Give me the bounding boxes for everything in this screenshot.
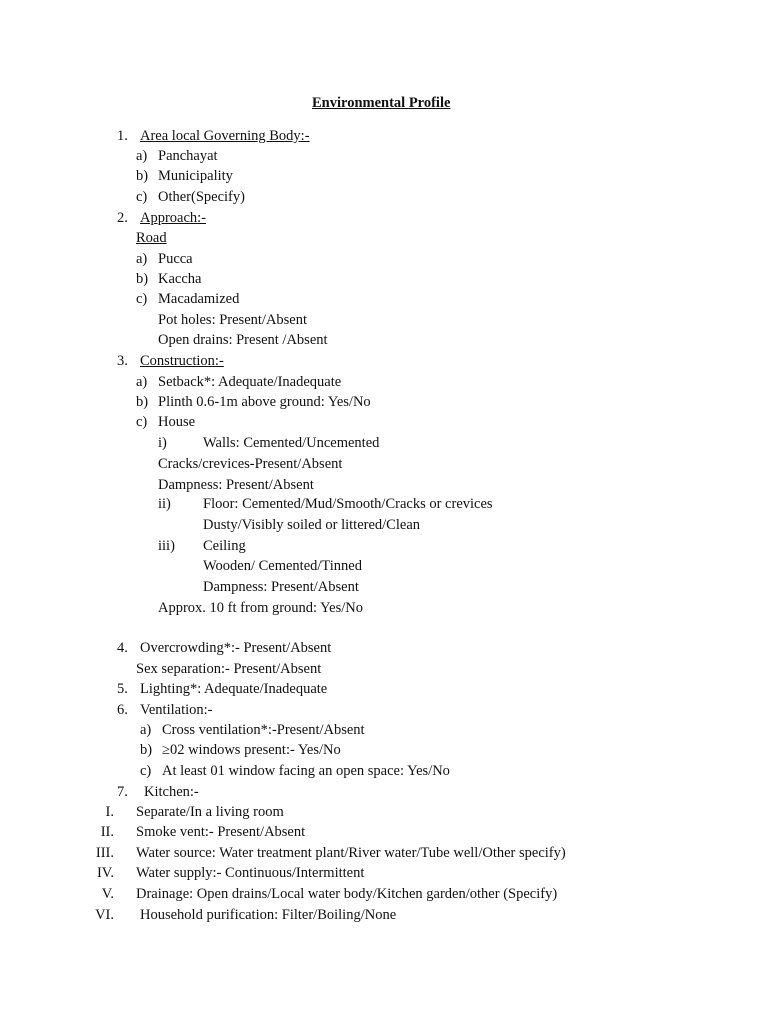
list-marker: c) <box>136 291 148 307</box>
list-item: Kaccha <box>158 271 202 287</box>
list-marker: a) <box>136 148 148 164</box>
dampness-line: Dampness: Present/Absent <box>158 477 314 493</box>
roman-marker: ii) <box>158 496 171 512</box>
section-3-heading: Construction:- <box>140 353 224 369</box>
kitchen-line: Kitchen:- <box>144 784 199 800</box>
list-item: House <box>158 414 196 430</box>
section-1-heading: Area local Governing Body:- <box>140 128 310 144</box>
roman-marker: V. <box>101 886 114 902</box>
walls-line: Walls: Cemented/Uncemented <box>203 435 380 451</box>
cracks-line: Cracks/crevices-Present/Absent <box>158 456 343 472</box>
list-item: Panchayat <box>158 148 218 164</box>
list-marker: a) <box>140 722 152 738</box>
wooden-line: Wooden/ Cemented/Tinned <box>203 558 362 574</box>
overcrowding-line: Overcrowding*:- Present/Absent <box>140 640 332 656</box>
list-item: Macadamized <box>158 291 240 307</box>
section-2-heading: Approach:- <box>140 210 207 226</box>
list-marker: b) <box>136 271 149 287</box>
section-2-number: 2. <box>117 210 128 226</box>
page-title: Environmental Profile <box>312 95 451 111</box>
list-marker: b) <box>140 742 153 758</box>
list-item: Plinth 0.6-1m above ground: Yes/No <box>158 394 371 410</box>
list-item: Setback*: Adequate/Inadequate <box>158 374 342 390</box>
list-item: Water supply:- Continuous/Intermittent <box>136 865 365 881</box>
list-item: Cross ventilation*:-Present/Absent <box>162 722 365 738</box>
list-marker: c) <box>136 189 148 205</box>
roman-marker: I. <box>105 804 114 820</box>
floor-line: Floor: Cemented/Mud/Smooth/Cracks or crevices <box>203 496 493 512</box>
roman-marker: iii) <box>158 538 175 554</box>
section-1-number: 1. <box>117 128 128 144</box>
list-item: Household purification: Filter/Boiling/None <box>140 907 397 923</box>
list-item: At least 01 window facing an open space: Yes/No <box>162 763 450 779</box>
list-item: Drainage: Open drains/Local water body/Kitchen garden/other (Specify) <box>136 886 558 902</box>
roman-marker: IV. <box>96 865 114 881</box>
roman-marker: II. <box>100 824 114 840</box>
list-marker: c) <box>136 414 148 430</box>
ceiling-line: Ceiling <box>203 538 246 554</box>
list-item: Pucca <box>158 251 193 267</box>
list-marker: b) <box>136 394 149 410</box>
roman-marker: III. <box>95 845 114 861</box>
list-item: Municipality <box>158 168 233 184</box>
roman-marker: VI. <box>95 907 114 923</box>
list-item: Water source: Water treatment plant/River water/Tube well/Other specify) <box>136 845 566 861</box>
section-2-subheading: Road <box>136 230 167 246</box>
list-item: ≥02 windows present:- Yes/No <box>162 742 341 758</box>
roman-marker: i) <box>158 435 167 451</box>
list-marker: a) <box>136 374 148 390</box>
dusty-line: Dusty/Visibly soiled or littered/Clean <box>203 517 421 533</box>
open-drains-line: Open drains: Present /Absent <box>158 332 328 348</box>
dampness-line: Dampness: Present/Absent <box>203 579 359 595</box>
list-item: Other(Specify) <box>158 189 245 205</box>
list-marker: a) <box>136 251 148 267</box>
section-6-number: 6. <box>117 702 128 718</box>
sex-separation-line: Sex separation:- Present/Absent <box>136 661 322 677</box>
list-marker: c) <box>140 763 152 779</box>
section-5-number: 5. <box>117 681 128 697</box>
list-item: Separate/In a living room <box>136 804 284 820</box>
approx-line: Approx. 10 ft from ground: Yes/No <box>158 600 364 616</box>
ventilation-line: Ventilation:- <box>140 702 213 718</box>
list-marker: b) <box>136 168 149 184</box>
potholes-line: Pot holes: Present/Absent <box>158 312 308 328</box>
lighting-line: Lighting*: Adequate/Inadequate <box>140 681 328 697</box>
section-4-number: 4. <box>117 640 128 656</box>
section-7-number: 7. <box>117 784 128 800</box>
section-3-number: 3. <box>117 353 128 369</box>
list-item: Smoke vent:- Present/Absent <box>136 824 306 840</box>
